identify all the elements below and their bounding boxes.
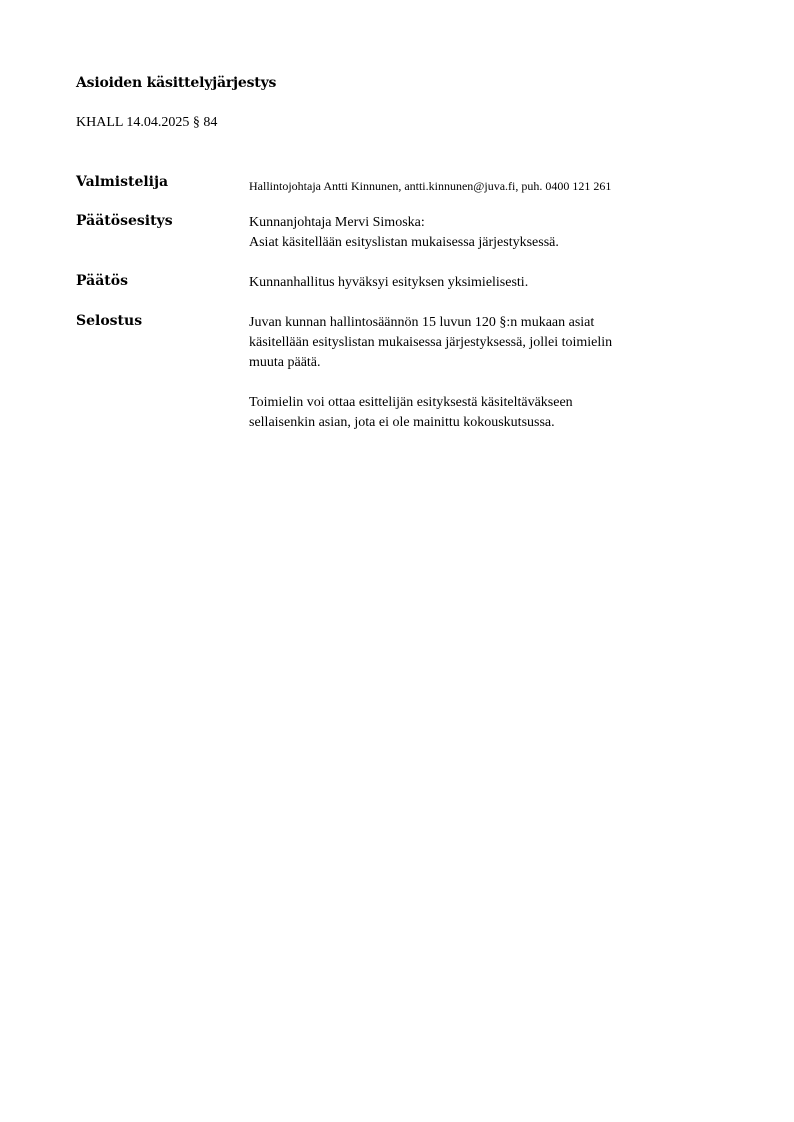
meeting-reference: KHALL 14.04.2025 § 84 xyxy=(76,115,218,130)
explanation-text xyxy=(249,313,714,433)
decision-text xyxy=(249,273,714,293)
paragraph-gap xyxy=(249,373,714,393)
section-label-paatosesitys: Päätösesitys xyxy=(76,213,173,229)
section-label-valmistelija: Valmistelija xyxy=(76,174,169,190)
proposal-line: Kunnanjohtaja Mervi Simoska: xyxy=(249,215,425,230)
explanation-line: muuta päätä. xyxy=(249,355,321,370)
section-label-selostus: Selostus xyxy=(76,313,143,329)
explanation-line: käsitellään esityslistan mukaisessa järjestyksessä, jollei toimielin xyxy=(249,335,613,350)
explanation-line: Toimielin voi ottaa esittelijän esityksestä käsiteltäväkseen xyxy=(249,395,573,410)
explanation-line: sellaisenkin asian, jota ei ole mainittu kokouskutsussa. xyxy=(249,415,555,430)
explanation-line: Juvan kunnan hallintosäännön 15 luvun 120 §:n mukaan asiat xyxy=(249,315,595,330)
proposal-line: Asiat käsitellään esityslistan mukaisessa järjestyksessä. xyxy=(249,235,559,250)
document-title: Asioiden käsittelyjärjestys xyxy=(76,75,277,91)
preparer-text: Hallintojohtaja Antti Kinnunen, antti.kinnunen@juva.fi, puh. 0400 121 261 xyxy=(249,179,612,193)
proposal-text xyxy=(249,213,714,253)
decision-line: Kunnanhallitus hyväksyi esityksen yksimielisesti. xyxy=(249,275,529,290)
section-label-paatos: Päätös xyxy=(76,273,128,289)
preparer-info xyxy=(249,176,714,196)
